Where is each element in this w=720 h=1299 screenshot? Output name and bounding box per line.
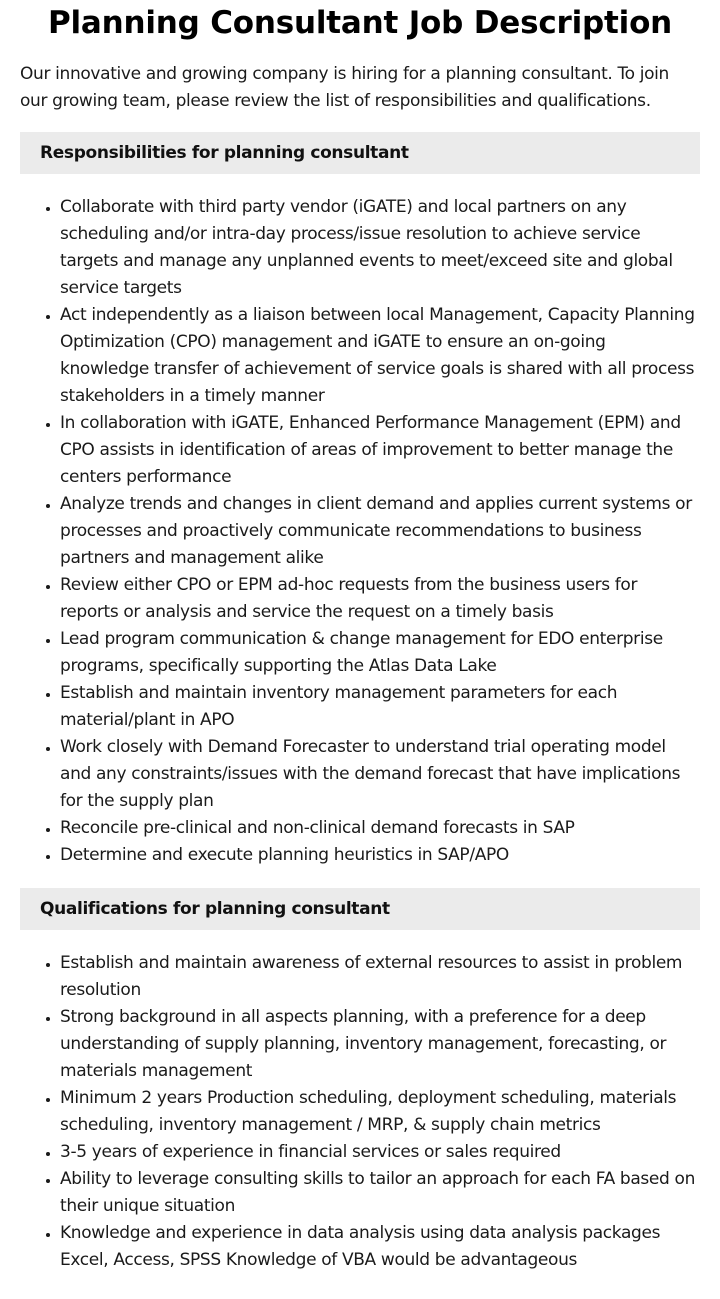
qualifications-list: [20, 950, 700, 1274]
list-item: • Ability to leverage consulting skills to tailor an approach for each FA based on their unique situation: [60, 1166, 700, 1220]
list-item: • Knowledge and experience in data analysis using data analysis packages Excel, Access, SPSS Knowledge of VBA would be advantageous: [60, 1220, 700, 1274]
list-item: • Establish and maintain awareness of external resources to assist in problem resolution: [60, 950, 700, 1004]
qualifications-heading: Qualifications for planning consultant: [20, 888, 700, 930]
list-item: • Determine and execute planning heuristics in SAP/APO: [60, 842, 700, 869]
list-item: • Analyze trends and changes in client demand and applies current systems or processes and proactively communicate recommendations to business partners and management alike: [60, 491, 700, 572]
list-item: • Minimum 2 years Production scheduling, deployment scheduling, materials scheduling, inventory management / MRP, & supply chain metrics: [60, 1085, 700, 1139]
responsibilities-heading: Responsibilities for planning consultant: [20, 132, 700, 174]
list-item: • Collaborate with third party vendor (iGATE) and local partners on any scheduling and/or intra-day process/issue resolution to achieve service targets and manage any unplanned events to meet/exceed site and global service targets: [60, 194, 700, 302]
list-item: • In collaboration with iGATE, Enhanced Performance Management (EPM) and CPO assists in identification of areas of improvement to better manage the centers performance: [60, 410, 700, 491]
list-item: • Establish and maintain inventory management parameters for each material/plant in APO: [60, 680, 700, 734]
list-item: • 3-5 years of experience in financial services or sales required: [60, 1139, 700, 1166]
list-item: • Act independently as a liaison between local Management, Capacity Planning Optimization (CPO) management and iGATE to ensure an on-going knowledge transfer of achievement of service goals is shared with all process stakeholders in a timely manner: [60, 302, 700, 410]
list-item: • Strong background in all aspects planning, with a preference for a deep understanding of supply planning, inventory management, forecasting, or materials management: [60, 1004, 700, 1085]
list-item: • Review either CPO or EPM ad-hoc requests from the business users for reports or analysis and service the request on a timely basis: [60, 572, 700, 626]
responsibilities-list: [20, 194, 700, 869]
list-item: • Work closely with Demand Forecaster to understand trial operating model and any constraints/issues with the demand forecast that have implications for the supply plan: [60, 734, 700, 815]
list-item: • Lead program communication & change management for EDO enterprise programs, specifically supporting the Atlas Data Lake: [60, 626, 700, 680]
intro-paragraph: Our innovative and growing company is hiring for a planning consultant. To join our growing team, please review the list of responsibilities and qualifications.: [20, 64, 669, 111]
list-item: • Reconcile pre-clinical and non-clinical demand forecasts in SAP: [60, 815, 700, 842]
page-title: Planning Consultant Job Description: [47, 5, 673, 41]
